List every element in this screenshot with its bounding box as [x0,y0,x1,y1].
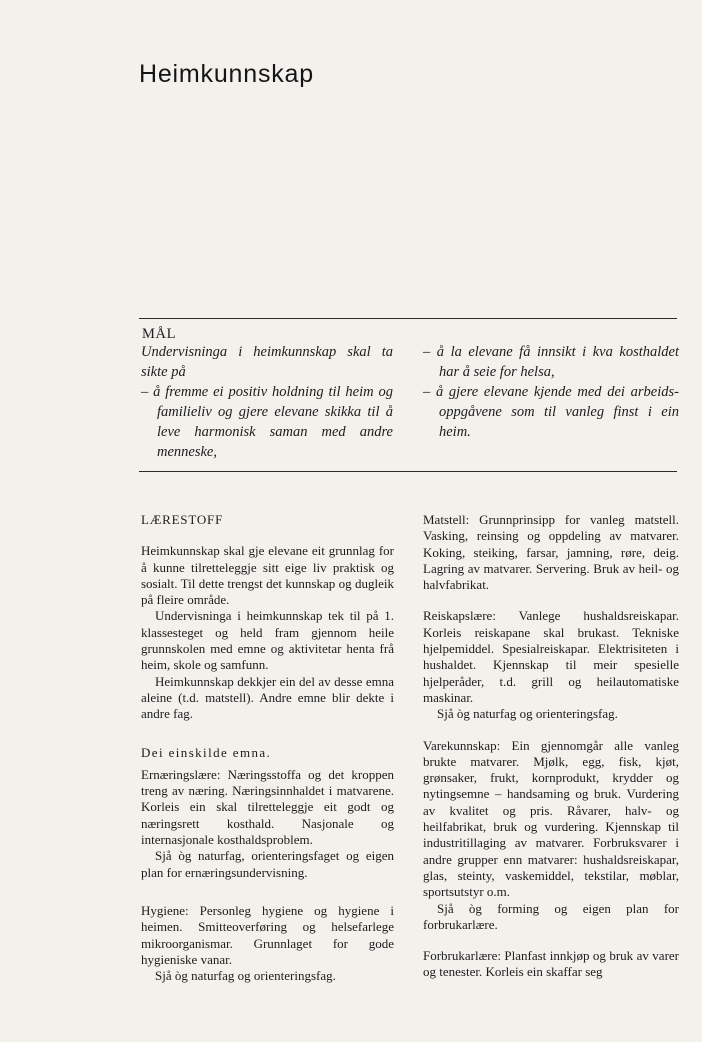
ernaering-paragraph: Ernæringslære: Næringsstoffa og det kroppen treng av næring. Næringsinnhaldet i matvarene. Korleis ein skal tilretteleggje eit godt og næringsrett kosthald. Nasjonale og internasjonale kosthaldsproblem. [141,766,394,848]
page-title: Heimkunnskap [139,60,314,88]
hygiene-paragraph: Hygiene: Personleg hygiene og hygiene i heimen. Smitteoverføring og helsefarlege mikroorganismar. Grunnlaget for gode hygieniske vanar. [141,902,394,967]
varekunnskap-paragraph: Varekunnskap: Ein gjennomgår alle vanleg brukte matvarer. Mjølk, egg, fisk, kjøt, grønsaker, frukt, kornprodukt, krydder og nytingsemne – handsaming og bruk. Vurdering av kvalitet og pris. Råvarer, halv- og heilfabrikat, bruk og vurdering. Kjennskap til industritillaging av matvarer. Forbruksvarer i andre grupper enn matvarer: hushaldsreiskapar, glas, steinty, vaskemiddel, tekstilar, møblar, sportsutstyr o.m. [423,737,679,900]
mal-goal-3: – å gjere elevane kjende med dei arbeids-oppgåvene som til vanleg finst i ein heim. [423,384,679,440]
mal-goal-2: – å la elevane få innsikt i kva kosthaldet har å seie for helsa, [423,344,679,380]
left-column [141,512,394,984]
laerestoff-heading: LÆRESTOFF [141,512,224,527]
laerestoff-paragraph-1: Heimkunnskap skal gje elevane eit grunnlag for å kunne tilretteleggje sitt eige liv praktisk og sosialt. Til dette trengst det kunnskap og dugleik på fleire område. [141,543,394,608]
laerestoff-paragraph-3: Heimkunnskap dekkjer ein del av desse emna aleine (t.d. matstell). Andre emne blir dekte i andre fag. [141,673,394,722]
mal-right-column [423,342,679,442]
hygiene-see-also: Sjå òg naturfag og orienteringsfag. [155,968,336,984]
ernaering-see-also: Sjå òg naturfag, orienteringsfaget og eigen plan for ernæringsundervisning. [141,848,394,880]
reiskap-paragraph: Reiskapslære: Vanlege hushaldsreiskapar. Korleis reiskapane skal brukast. Tekniske hjelpemiddel. Spesialreiskapar. Elektrisiteten i hushaldet. Kjennskap til meir spesielle hjelperåder, t.d. grill og heilautomatiske maskinar. [423,608,679,705]
forbrukar-paragraph: Forbrukarlære: Planfast innkjøp og bruk av varer og tenester. Korleis ein skaffar seg [423,948,679,980]
right-column [423,512,679,981]
mal-heading: MÅL [142,326,177,342]
emna-heading: Dei einskilde emna. [141,744,272,760]
varekunnskap-see-also: Sjå òg forming og eigen plan for forbrukarlære. [423,900,679,932]
mal-left-column [141,342,393,462]
laerestoff-paragraph-2: Undervisninga i heimkunnskap tek til på 1. klassesteget og held fram gjennom heile grunnskolen med emne og aktivitetar henta frå heim, skole og samfunn. [141,608,394,673]
bottom-divider [139,471,677,472]
reiskap-see-also: Sjå òg naturfag og orienteringsfag. [437,706,618,722]
mal-intro: Undervisninga i heimkunnskap skal ta sikte på [141,344,393,380]
top-divider [139,318,677,319]
matstell-paragraph: Matstell: Grunnprinsipp for vanleg matstell. Vasking, reinsing og oppdeling av matvarer. Koking, steiking, farsar, jamning, røre, deig. Lagring av matvarer. Servering. Bruk av heil- og halvfabrikat. [423,512,679,593]
mal-goal-1: – å fremme ei positiv holdning til heim og familieliv og gjere elevane skikka til å leve harmonisk saman med andre menneske, [141,384,393,460]
